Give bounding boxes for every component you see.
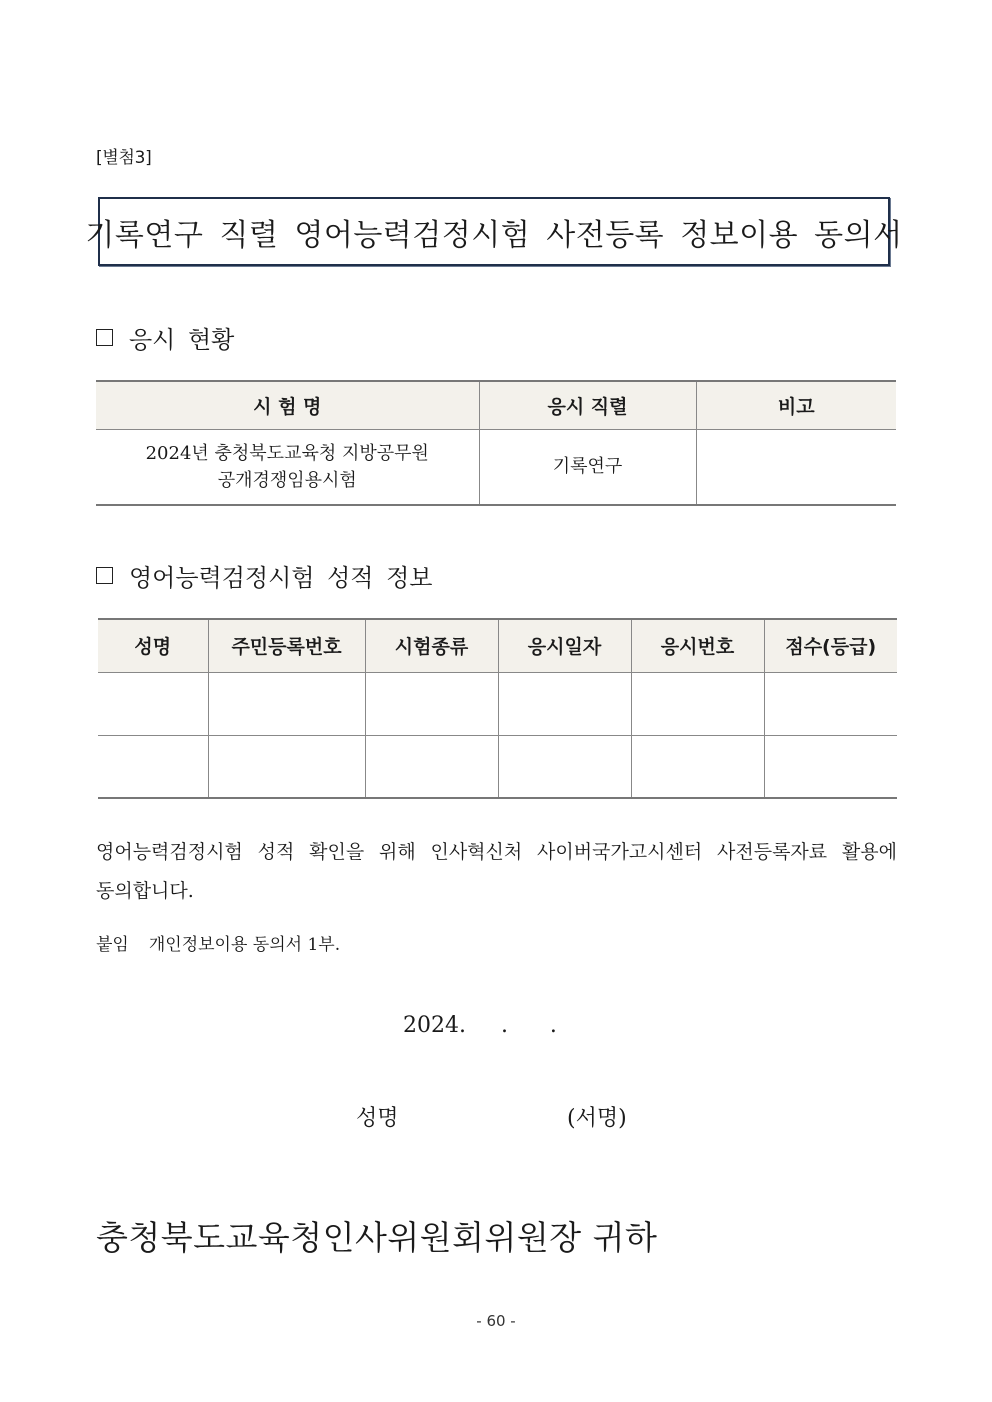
cell-job-series: 기록연구 <box>479 429 696 505</box>
exam-name-line2: 공개경쟁임용시험 <box>217 469 357 491</box>
header-resident-number: 주민등록번호 <box>208 619 365 672</box>
score-info-table <box>98 618 897 799</box>
enclosure-line <box>96 930 340 955</box>
exam-status-table <box>96 380 896 506</box>
checkbox-icon <box>96 567 113 584</box>
table-header-row <box>98 619 897 672</box>
cell-resident-number[interactable] <box>208 735 365 798</box>
cell-exam-type[interactable] <box>365 735 498 798</box>
cell-score-grade[interactable] <box>764 672 897 735</box>
date-line: 2024. . . <box>403 1013 557 1038</box>
score-info-heading-text: 영어능력검정시험 성적 정보 <box>129 564 433 592</box>
cell-exam-number[interactable] <box>631 735 764 798</box>
checkbox-icon <box>96 329 113 346</box>
signature-label: (서명) <box>567 1106 627 1131</box>
exam-status-heading-text: 응시 현황 <box>129 326 235 354</box>
table-row <box>98 735 897 798</box>
cell-exam-number[interactable] <box>631 672 764 735</box>
header-remarks: 비고 <box>696 381 896 429</box>
addressee: 충청북도교육청인사위원회위원장 귀하 <box>96 1218 658 1257</box>
header-exam-date: 응시일자 <box>498 619 631 672</box>
cell-name[interactable] <box>98 735 208 798</box>
enclosure-label: 붙임 <box>96 935 129 955</box>
table-row <box>98 672 897 735</box>
exam-status-heading <box>96 320 234 355</box>
table-row <box>96 429 896 505</box>
score-info-heading <box>96 558 432 593</box>
cell-score-grade[interactable] <box>764 735 897 798</box>
cell-name[interactable] <box>98 672 208 735</box>
table-header-row <box>96 381 896 429</box>
cell-remarks[interactable] <box>696 429 896 505</box>
cell-exam-date[interactable] <box>498 672 631 735</box>
page-number: - 60 - <box>476 1312 516 1330</box>
header-score-grade: 점수(등급) <box>764 619 897 672</box>
attachment-label: [별첨3] <box>96 148 152 168</box>
document-title: 기록연구 직렬 영어능력검정시험 사전등록 정보이용 동의서 <box>98 197 890 266</box>
header-exam-type: 시험종류 <box>365 619 498 672</box>
cell-exam-name <box>96 429 479 505</box>
exam-name-line1: 2024년 충청북도교육청 지방공무원 <box>145 442 429 464</box>
header-name: 성명 <box>98 619 208 672</box>
enclosure-text: 개인정보이용 동의서 1부. <box>148 935 341 955</box>
header-exam-number: 응시번호 <box>631 619 764 672</box>
signer-name-label: 성명 <box>356 1106 399 1131</box>
header-job-series: 응시 직렬 <box>479 381 696 429</box>
cell-exam-type[interactable] <box>365 672 498 735</box>
cell-exam-date[interactable] <box>498 735 631 798</box>
header-exam-name: 시 험 명 <box>96 381 479 429</box>
consent-statement: 영어능력검정시험 성적 확인을 위해 인사혁신처 사이버국가고시센터 사전등록자료 활용에 동의합니다. <box>96 841 897 902</box>
cell-resident-number[interactable] <box>208 672 365 735</box>
